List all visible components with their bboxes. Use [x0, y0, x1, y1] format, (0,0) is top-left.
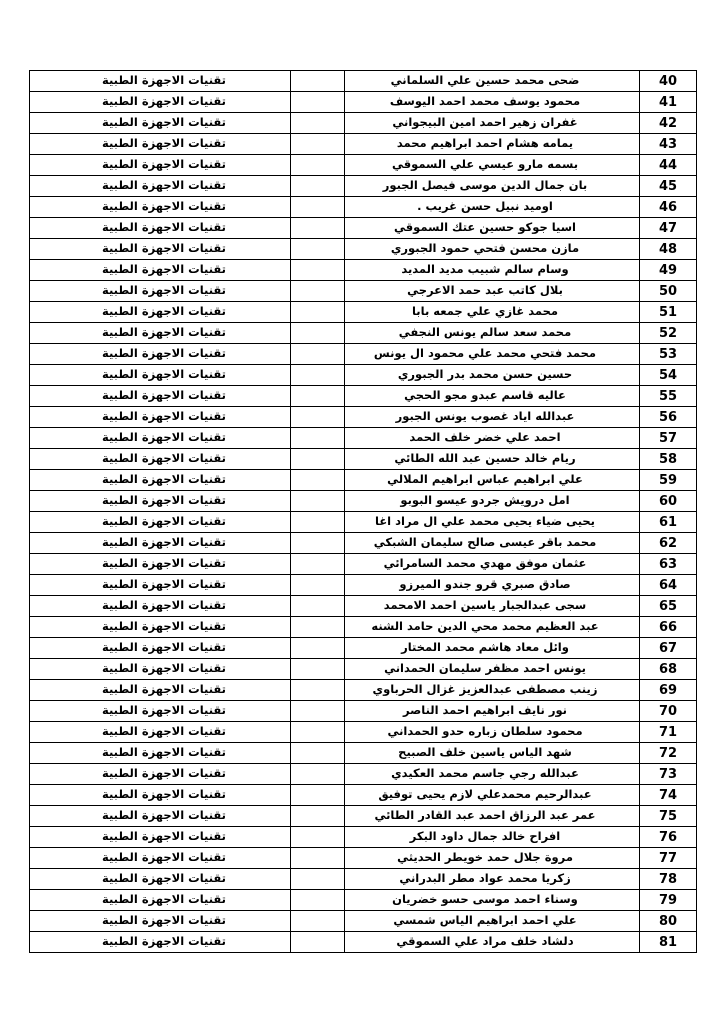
student-name: وائل معاد هاشم محمد المختار [345, 638, 640, 659]
department: تقنيات الاجهزة الطبية [30, 134, 291, 155]
department: تقنيات الاجهزة الطبية [30, 428, 291, 449]
row-number: 77 [640, 848, 697, 869]
table-row [30, 113, 697, 134]
empty-cell [291, 260, 345, 281]
empty-cell [291, 596, 345, 617]
table-row [30, 932, 697, 953]
row-number: 43 [640, 134, 697, 155]
student-name: اوميد نبيل حسن غريب . [345, 197, 640, 218]
empty-cell [291, 155, 345, 176]
row-number: 67 [640, 638, 697, 659]
table-row [30, 722, 697, 743]
row-number: 54 [640, 365, 697, 386]
student-name: يمامه هشام احمد ابراهيم محمد [345, 134, 640, 155]
empty-cell [291, 344, 345, 365]
row-number: 68 [640, 659, 697, 680]
student-name: يونس احمد مظفر سليمان الحمداني [345, 659, 640, 680]
empty-cell [291, 134, 345, 155]
empty-cell [291, 806, 345, 827]
department: تقنيات الاجهزة الطبية [30, 365, 291, 386]
department: تقنيات الاجهزة الطبية [30, 932, 291, 953]
empty-cell [291, 197, 345, 218]
table-row [30, 680, 697, 701]
row-number: 61 [640, 512, 697, 533]
table-row [30, 449, 697, 470]
table-row [30, 407, 697, 428]
row-number: 57 [640, 428, 697, 449]
empty-cell [291, 533, 345, 554]
empty-cell [291, 575, 345, 596]
table-row [30, 281, 697, 302]
student-name: افراح خالد جمال داود البكر [345, 827, 640, 848]
department: تقنيات الاجهزة الطبية [30, 659, 291, 680]
row-number: 50 [640, 281, 697, 302]
department: تقنيات الاجهزة الطبية [30, 449, 291, 470]
empty-cell [291, 722, 345, 743]
student-name: عاليه قاسم عبدو مجو الحجي [345, 386, 640, 407]
department: تقنيات الاجهزة الطبية [30, 848, 291, 869]
row-number: 52 [640, 323, 697, 344]
row-number: 63 [640, 554, 697, 575]
student-name: محمد سعد سالم يونس النجفي [345, 323, 640, 344]
row-number: 49 [640, 260, 697, 281]
student-list-page [29, 70, 696, 953]
table-row [30, 92, 697, 113]
empty-cell [291, 323, 345, 344]
empty-cell [291, 617, 345, 638]
student-table-body [30, 71, 697, 953]
student-name: عبدالله اياد غصوب يونس الجبور [345, 407, 640, 428]
table-row [30, 470, 697, 491]
department: تقنيات الاجهزة الطبية [30, 764, 291, 785]
empty-cell [291, 680, 345, 701]
empty-cell [291, 932, 345, 953]
student-name: عبد العظيم محمد محي الدين حامد الشنه [345, 617, 640, 638]
student-name: بلال كاتب عبد حمد الاعرجي [345, 281, 640, 302]
row-number: 76 [640, 827, 697, 848]
student-name: زينب مصطفى عبدالعزيز غزال الحرباوي [345, 680, 640, 701]
table-row [30, 596, 697, 617]
empty-cell [291, 659, 345, 680]
table-row [30, 344, 697, 365]
row-number: 70 [640, 701, 697, 722]
empty-cell [291, 176, 345, 197]
table-row [30, 806, 697, 827]
empty-cell [291, 911, 345, 932]
student-name: غفران زهير احمد امين البيجواني [345, 113, 640, 134]
empty-cell [291, 890, 345, 911]
table-row [30, 827, 697, 848]
department: تقنيات الاجهزة الطبية [30, 386, 291, 407]
department: تقنيات الاجهزة الطبية [30, 806, 291, 827]
table-row [30, 260, 697, 281]
table-row [30, 617, 697, 638]
table-row [30, 743, 697, 764]
department: تقنيات الاجهزة الطبية [30, 281, 291, 302]
row-number: 64 [640, 575, 697, 596]
table-row [30, 155, 697, 176]
student-name: وسناء احمد موسى حسو خضريان [345, 890, 640, 911]
row-number: 47 [640, 218, 697, 239]
department: تقنيات الاجهزة الطبية [30, 344, 291, 365]
student-name: احمد علي خضر خلف الحمد [345, 428, 640, 449]
student-table [29, 70, 697, 953]
empty-cell [291, 827, 345, 848]
row-number: 51 [640, 302, 697, 323]
department: تقنيات الاجهزة الطبية [30, 512, 291, 533]
empty-cell [291, 365, 345, 386]
row-number: 45 [640, 176, 697, 197]
table-row [30, 365, 697, 386]
empty-cell [291, 848, 345, 869]
empty-cell [291, 281, 345, 302]
department: تقنيات الاجهزة الطبية [30, 176, 291, 197]
department: تقنيات الاجهزة الطبية [30, 911, 291, 932]
table-row [30, 239, 697, 260]
student-name: محمود سلطان زباره حدو الحمداني [345, 722, 640, 743]
table-row [30, 764, 697, 785]
student-name: علي ابراهيم عباس ابراهيم الملالي [345, 470, 640, 491]
row-number: 72 [640, 743, 697, 764]
student-name: مروة جلال حمد خويطر الحديثي [345, 848, 640, 869]
student-name: محمد غازي علي جمعه بابا [345, 302, 640, 323]
student-name: سجى عبدالجبار ياسين احمد الامحمد [345, 596, 640, 617]
table-row [30, 911, 697, 932]
row-number: 53 [640, 344, 697, 365]
empty-cell [291, 302, 345, 323]
table-row [30, 176, 697, 197]
student-name: عمر عبد الرزاق احمد عبد القادر الطائي [345, 806, 640, 827]
department: تقنيات الاجهزة الطبية [30, 680, 291, 701]
table-row [30, 323, 697, 344]
table-row [30, 785, 697, 806]
department: تقنيات الاجهزة الطبية [30, 218, 291, 239]
student-name: شهد الياس ياسين خلف الصبيح [345, 743, 640, 764]
empty-cell [291, 239, 345, 260]
department: تقنيات الاجهزة الطبية [30, 869, 291, 890]
empty-cell [291, 92, 345, 113]
department: تقنيات الاجهزة الطبية [30, 302, 291, 323]
empty-cell [291, 869, 345, 890]
empty-cell [291, 638, 345, 659]
department: تقنيات الاجهزة الطبية [30, 533, 291, 554]
student-name: اسيا جوكو حسين عتك السموقي [345, 218, 640, 239]
row-number: 58 [640, 449, 697, 470]
empty-cell [291, 785, 345, 806]
row-number: 44 [640, 155, 697, 176]
row-number: 46 [640, 197, 697, 218]
table-row [30, 554, 697, 575]
student-name: ضحى محمد حسين علي السلماني [345, 71, 640, 92]
department: تقنيات الاجهزة الطبية [30, 575, 291, 596]
department: تقنيات الاجهزة الطبية [30, 617, 291, 638]
empty-cell [291, 512, 345, 533]
department: تقنيات الاجهزة الطبية [30, 890, 291, 911]
department: تقنيات الاجهزة الطبية [30, 155, 291, 176]
row-number: 66 [640, 617, 697, 638]
student-name: عبدالرحيم محمدعلي لازم يحيى توفيق [345, 785, 640, 806]
row-number: 73 [640, 764, 697, 785]
empty-cell [291, 218, 345, 239]
empty-cell [291, 701, 345, 722]
row-number: 65 [640, 596, 697, 617]
department: تقنيات الاجهزة الطبية [30, 701, 291, 722]
student-name: وسام سالم شبيب مديد المديد [345, 260, 640, 281]
row-number: 56 [640, 407, 697, 428]
department: تقنيات الاجهزة الطبية [30, 260, 291, 281]
row-number: 79 [640, 890, 697, 911]
row-number: 48 [640, 239, 697, 260]
department: تقنيات الاجهزة الطبية [30, 596, 291, 617]
empty-cell [291, 470, 345, 491]
department: تقنيات الاجهزة الطبية [30, 197, 291, 218]
empty-cell [291, 743, 345, 764]
empty-cell [291, 428, 345, 449]
row-number: 40 [640, 71, 697, 92]
table-row [30, 869, 697, 890]
empty-cell [291, 71, 345, 92]
student-name: ريام خالد حسين عبد الله الطائي [345, 449, 640, 470]
department: تقنيات الاجهزة الطبية [30, 554, 291, 575]
student-name: زكريا محمد عواد مطر البدراني [345, 869, 640, 890]
table-row [30, 890, 697, 911]
student-name: محمد فتحي محمد علي محمود ال يونس [345, 344, 640, 365]
table-row [30, 659, 697, 680]
department: تقنيات الاجهزة الطبية [30, 323, 291, 344]
department: تقنيات الاجهزة الطبية [30, 827, 291, 848]
department: تقنيات الاجهزة الطبية [30, 71, 291, 92]
student-name: بان جمال الدين موسى فيصل الجبور [345, 176, 640, 197]
student-name: محمد باقر عيسى صالح سليمان الشبكي [345, 533, 640, 554]
department: تقنيات الاجهزة الطبية [30, 638, 291, 659]
table-row [30, 428, 697, 449]
row-number: 55 [640, 386, 697, 407]
student-name: محمود يوسف محمد احمد اليوسف [345, 92, 640, 113]
table-row [30, 533, 697, 554]
department: تقنيات الاجهزة الطبية [30, 491, 291, 512]
table-row [30, 512, 697, 533]
row-number: 71 [640, 722, 697, 743]
department: تقنيات الاجهزة الطبية [30, 743, 291, 764]
student-name: دلشاد خلف مراد علي السموقي [345, 932, 640, 953]
student-name: عبدالله رجي جاسم محمد العكيدي [345, 764, 640, 785]
empty-cell [291, 491, 345, 512]
table-row [30, 575, 697, 596]
table-row [30, 386, 697, 407]
table-row [30, 638, 697, 659]
empty-cell [291, 554, 345, 575]
row-number: 78 [640, 869, 697, 890]
empty-cell [291, 113, 345, 134]
row-number: 62 [640, 533, 697, 554]
student-name: حسين حسن محمد بدر الجبوري [345, 365, 640, 386]
empty-cell [291, 764, 345, 785]
student-name: مازن محسن فتحي حمود الجبوري [345, 239, 640, 260]
student-name: يحيى ضياء يحيى محمد علي ال مراد اغا [345, 512, 640, 533]
student-name: صادق صبري قرو جندو الميرزو [345, 575, 640, 596]
row-number: 69 [640, 680, 697, 701]
student-name: امل درويش جردو عيسو البوبو [345, 491, 640, 512]
department: تقنيات الاجهزة الطبية [30, 407, 291, 428]
row-number: 60 [640, 491, 697, 512]
department: تقنيات الاجهزة الطبية [30, 470, 291, 491]
row-number: 75 [640, 806, 697, 827]
table-row [30, 491, 697, 512]
table-row [30, 848, 697, 869]
department: تقنيات الاجهزة الطبية [30, 113, 291, 134]
department: تقنيات الاجهزة الطبية [30, 722, 291, 743]
row-number: 80 [640, 911, 697, 932]
row-number: 59 [640, 470, 697, 491]
student-name: بسمه مارو عيسي علي السموقي [345, 155, 640, 176]
empty-cell [291, 386, 345, 407]
table-row [30, 218, 697, 239]
row-number: 81 [640, 932, 697, 953]
empty-cell [291, 407, 345, 428]
student-name: نور نايف ابراهيم احمد الناصر [345, 701, 640, 722]
empty-cell [291, 449, 345, 470]
row-number: 41 [640, 92, 697, 113]
student-name: علي احمد ابراهيم الياس شمسي [345, 911, 640, 932]
row-number: 42 [640, 113, 697, 134]
table-row [30, 71, 697, 92]
table-row [30, 197, 697, 218]
department: تقنيات الاجهزة الطبية [30, 785, 291, 806]
department: تقنيات الاجهزة الطبية [30, 92, 291, 113]
table-row [30, 134, 697, 155]
table-row [30, 302, 697, 323]
student-name: عثمان موفق مهدي محمد السامرائي [345, 554, 640, 575]
department: تقنيات الاجهزة الطبية [30, 239, 291, 260]
table-row [30, 701, 697, 722]
row-number: 74 [640, 785, 697, 806]
